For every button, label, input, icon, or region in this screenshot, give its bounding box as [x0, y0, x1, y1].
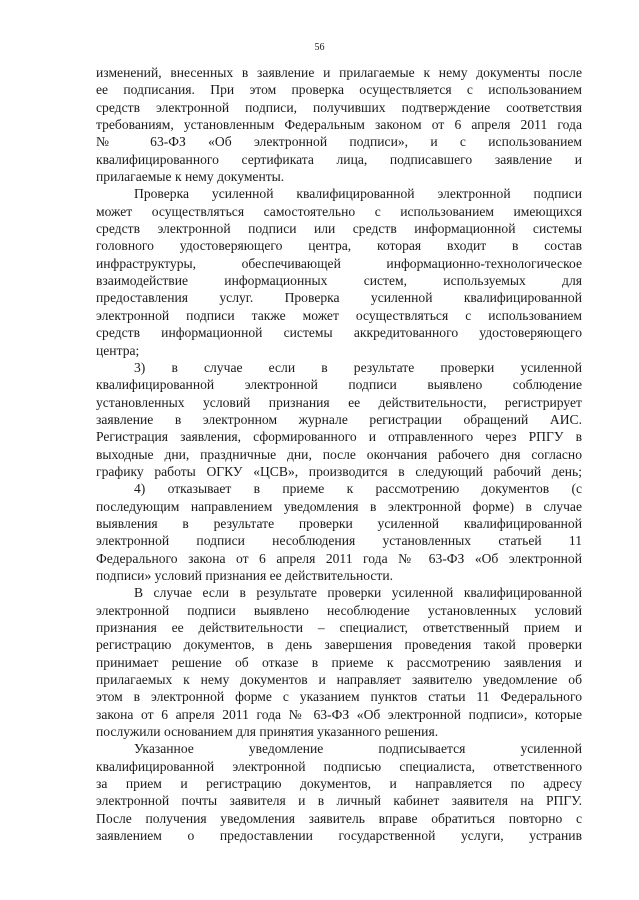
text-line: графику работы ОГКУ «ЦСВ», производится в следующий рабочий день;: [96, 463, 582, 479]
text-line: средств электронной подписи, получивших подтверждение соответствия: [96, 99, 582, 115]
text-line: заявлением о предоставлении государственной услуги, устранив: [96, 828, 582, 844]
text-line: заявление в электронном журнале регистрации обращений АИС.: [96, 411, 582, 427]
text-line: послужили основанием для принятия указанного решения.: [96, 724, 439, 740]
text-line: установленных условий признания ее действительности, регистрирует: [96, 394, 582, 410]
text-line: № 63-ФЗ «Об электронной подписи», и с использованием: [96, 134, 582, 150]
text-line: квалифицированного сертификата лица, подписавшего заявление и: [96, 151, 582, 167]
text-line: изменений, внесенных в заявление и прилагаемые к нему документы после: [96, 65, 582, 80]
text-line: Регистрация заявления, сформированного и отправленного через РПГУ в: [96, 429, 582, 445]
text-line: квалифицированной электронной подписью специалиста, ответственного: [96, 758, 582, 774]
text-line: может осуществляться самостоятельно с использованием имеющихся: [96, 203, 582, 219]
text-line: Федерального закона от 6 апреля 2011 года № 63-ФЗ «Об электронной: [96, 550, 582, 566]
text-line: В случае если в результате проверки усиленной квалифицированной: [134, 585, 582, 601]
text-line: средств электронной подписи или средств информационной системы: [96, 221, 582, 237]
text-line: этом в электронной форме с указанием пунктов статьи 11 Федерального: [96, 689, 582, 705]
text-line: прилагаемые к нему документы.: [96, 169, 285, 185]
text-line: средств информационной системы аккредитованного удостоверяющего: [96, 325, 582, 341]
text-line: за прием и регистрацию документов, и направляется по адресу: [96, 776, 582, 792]
text-line: принимает решение об отказе в приеме к рассмотрению заявления и: [96, 654, 582, 670]
text-line: инфраструктуры, обеспечивающей информационно-технологическое: [96, 255, 582, 271]
text-line: электронной подписи несоблюдения установленных статьей 11: [96, 533, 582, 549]
text-line: выходные дни, праздничные дни, после окончания рабочего дня согласно: [96, 446, 582, 462]
text-line: прилагаемых к нему документов и направляет заявителю уведомление об: [96, 672, 582, 688]
text-line: электронной подписи выявлено несоблюдение установленных условий: [96, 602, 582, 618]
text-line: электронной подписи также может осуществляться с использованием: [96, 307, 582, 323]
text-line: требованиям, установленным Федеральным законом от 6 апреля 2011 года: [96, 117, 582, 133]
text-line: регистрацию документов, в день завершения проведения такой проверки: [96, 637, 582, 653]
text-line: После получения уведомления заявитель вправе обратиться повторно с: [96, 810, 582, 826]
text-line: электронной почты заявителя и в личный кабинет заявителя на РПГУ.: [96, 793, 582, 809]
text-line: предоставления услуг. Проверка усиленной квалифицированной: [96, 290, 582, 306]
text-line: ее подписания. При этом проверка осуществляется с использованием: [96, 82, 582, 98]
text-line: выявления в результате проверки усиленной квалифицированной: [96, 515, 582, 531]
text-line: 4) отказывает в приеме к рассмотрению документов (с: [134, 481, 582, 497]
text-line: признания ее действительности – специалист, ответственный прием и: [96, 620, 582, 635]
document-body: [96, 64, 582, 844]
text-line: последующим направлением уведомления в электронной форме) в случае: [96, 498, 582, 514]
text-line: центра;: [96, 342, 140, 358]
text-line: Указанное уведомление подписывается усиленной: [134, 741, 582, 757]
text-line: головного удостоверяющего центра, которая входит в состав: [96, 238, 582, 254]
page-number: 56: [314, 42, 325, 53]
text-line: 3) в случае если в результате проверки усиленной: [134, 359, 582, 375]
text-line: подписи» условий признания ее действительности.: [96, 567, 394, 583]
text-line: квалифицированной электронной подписи выявлено соблюдение: [96, 377, 582, 393]
text-line: взаимодействие информационных систем, используемых для: [96, 273, 582, 289]
text-line: Проверка усиленной квалифицированной электронной подписи: [134, 186, 582, 202]
text-line: закона от 6 апреля 2011 года № 63-ФЗ «Об электронной подписи», которые: [96, 706, 582, 722]
